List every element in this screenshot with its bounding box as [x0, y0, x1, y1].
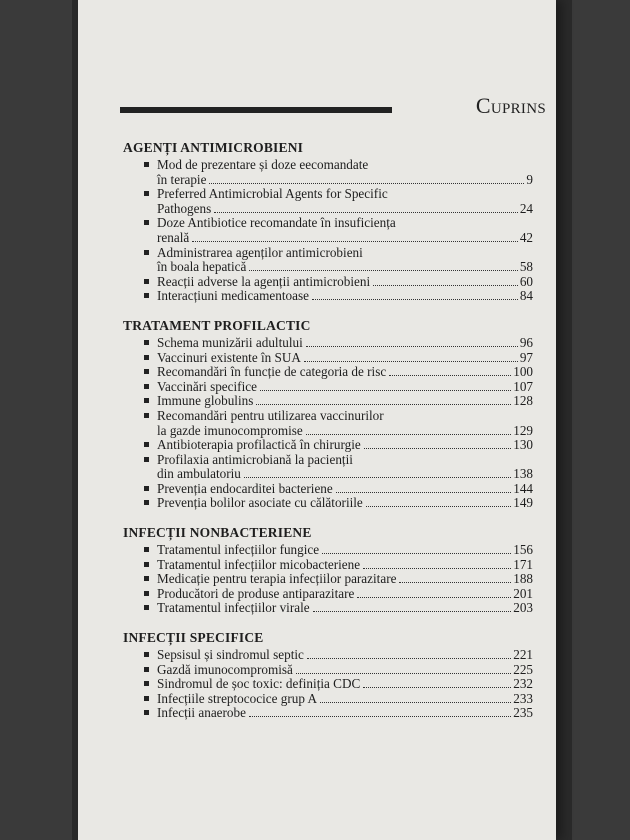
toc-entry[interactable] — [123, 572, 533, 587]
page-number: 235 — [513, 705, 533, 721]
section-title: AGENȚI ANTIMICROBIENI — [123, 140, 304, 155]
entry-title: Vaccinări specifice — [157, 378, 257, 394]
page-number: 156 — [513, 542, 533, 558]
square-bullet-icon — [144, 293, 149, 298]
toc-entry[interactable] — [123, 394, 533, 409]
dot-leader — [364, 448, 512, 449]
header-rule — [120, 107, 392, 113]
square-bullet-icon — [144, 369, 149, 374]
toc-entry[interactable] — [123, 496, 533, 511]
toc-entry[interactable] — [123, 216, 533, 245]
page-number: 171 — [513, 556, 533, 572]
entry-line — [157, 482, 533, 497]
toc-entry[interactable] — [123, 409, 533, 438]
dot-leader — [366, 506, 511, 507]
dot-leader — [363, 687, 511, 688]
entry-title: Tratamentul infecțiilor micobacteriene — [157, 556, 361, 572]
toc-entry[interactable] — [123, 438, 533, 453]
square-bullet-icon — [144, 220, 149, 225]
page-number: 84 — [519, 288, 533, 304]
entry-title: Medicație pentru terapia infecțiilor parazitare — [157, 571, 397, 587]
section-title: TRATAMENT PROFILACTIC — [123, 317, 311, 333]
toc-entry[interactable] — [123, 351, 533, 366]
square-bullet-icon — [144, 250, 149, 255]
square-bullet-icon — [144, 605, 149, 610]
entry-line — [157, 216, 533, 231]
toc-entry[interactable] — [123, 336, 533, 351]
entry-line — [157, 260, 533, 275]
entry-title: Pathogens — [157, 200, 212, 216]
square-bullet-icon — [144, 696, 149, 701]
entry-line — [157, 394, 533, 409]
dot-leader — [296, 673, 511, 674]
entry-line — [157, 601, 533, 616]
entry-title: Recomandări pentru utilizarea vaccinurilor — [157, 407, 384, 423]
section-title: INFECȚII NONBACTERIENE — [123, 525, 312, 541]
dot-leader — [304, 361, 518, 362]
entry-line — [157, 351, 533, 366]
entry-line — [157, 572, 533, 587]
entry-line — [157, 453, 533, 468]
page-number: 24 — [519, 200, 533, 216]
dot-leader — [357, 597, 511, 598]
dot-leader — [209, 183, 524, 184]
toc-entry[interactable] — [123, 543, 533, 558]
page-number: 232 — [513, 676, 533, 692]
dot-leader — [399, 582, 511, 583]
toc-entry[interactable] — [123, 648, 533, 663]
entry-title: Administrarea agenților antimicrobieni — [157, 244, 363, 260]
entry-title: Vaccinuri existente în SUA — [157, 349, 301, 365]
page-title: Cuprins — [475, 93, 546, 118]
entry-title: renală — [157, 229, 190, 245]
square-bullet-icon — [144, 442, 149, 447]
page-number: 130 — [513, 437, 533, 453]
square-bullet-icon — [144, 591, 149, 596]
entry-line — [157, 648, 533, 663]
toc-entry[interactable] — [123, 482, 533, 497]
dot-leader — [249, 716, 511, 717]
page-number: 58 — [519, 259, 533, 275]
entry-title: Tratamentul infecțiilor virale — [157, 600, 310, 616]
page-number: 144 — [513, 480, 533, 496]
page-number: 201 — [513, 585, 533, 601]
entry-title: din ambulatoriu — [157, 466, 241, 482]
square-bullet-icon — [144, 398, 149, 403]
toc-entry[interactable] — [123, 158, 533, 187]
square-bullet-icon — [144, 562, 149, 567]
square-bullet-icon — [144, 162, 149, 167]
entry-line — [157, 558, 533, 573]
entry-line — [157, 467, 533, 482]
square-bullet-icon — [144, 667, 149, 672]
entry-title: Preferred Antimicrobial Agents for Specific — [157, 186, 388, 202]
square-bullet-icon — [144, 486, 149, 491]
dot-leader — [307, 658, 511, 659]
entry-title: Immune globulins — [157, 393, 254, 409]
dot-leader — [306, 346, 518, 347]
page-number: 138 — [513, 466, 533, 482]
dot-leader — [214, 212, 518, 213]
dot-leader — [373, 285, 518, 286]
toc-entry[interactable] — [123, 275, 533, 290]
square-bullet-icon — [144, 340, 149, 345]
entry-title: Infecțiile streptococice grup A — [157, 690, 318, 706]
square-bullet-icon — [144, 457, 149, 462]
section-title: INFECȚII SPECIFICE — [123, 630, 264, 646]
page-number: 149 — [513, 495, 533, 511]
table-of-contents — [123, 140, 533, 735]
entry-line — [157, 231, 533, 246]
toc-entry[interactable] — [123, 187, 533, 216]
square-bullet-icon — [144, 413, 149, 418]
entry-line — [157, 706, 533, 721]
toc-section — [123, 525, 533, 616]
entry-title: Prevenția endocarditei bacteriene — [157, 480, 333, 496]
dot-leader — [244, 477, 511, 478]
toc-entry[interactable] — [123, 246, 533, 275]
page-number: 225 — [513, 661, 533, 677]
toc-section — [123, 630, 533, 721]
entry-title: în terapie — [157, 171, 207, 187]
entry-title: Profilaxia antimicrobiană la pacienții — [157, 451, 353, 467]
entry-title: Interacțiuni medicamentoase — [157, 288, 309, 304]
entry-line — [157, 187, 533, 202]
entry-line — [157, 158, 533, 173]
square-bullet-icon — [144, 652, 149, 657]
dot-leader — [320, 702, 511, 703]
entry-line — [157, 246, 533, 261]
entry-line — [157, 336, 533, 351]
dot-leader — [249, 270, 517, 271]
toc-entry[interactable] — [123, 663, 533, 678]
page-number: 221 — [513, 647, 533, 663]
entry-line — [157, 275, 533, 290]
page-number: 203 — [513, 600, 533, 616]
entry-line — [157, 173, 533, 188]
entry-line — [157, 496, 533, 511]
entry-line — [157, 409, 533, 424]
page-number: 60 — [519, 273, 533, 289]
toc-entry[interactable] — [123, 365, 533, 380]
entry-title: Recomandări în funcție de categoria de risc — [157, 364, 387, 380]
square-bullet-icon — [144, 279, 149, 284]
entry-title: Reacții adverse la agenții antimicrobieni — [157, 273, 371, 289]
page-header — [120, 90, 552, 120]
dot-leader — [389, 375, 511, 376]
entry-line — [157, 424, 533, 439]
dot-leader — [312, 299, 518, 300]
page-number: 42 — [519, 229, 533, 245]
entry-line — [157, 663, 533, 678]
dot-leader — [322, 553, 511, 554]
toc-entry[interactable] — [123, 692, 533, 707]
page-number: 9 — [526, 171, 533, 187]
page-number: 128 — [513, 393, 533, 409]
page-number: 188 — [513, 571, 533, 587]
square-bullet-icon — [144, 384, 149, 389]
toc-entry[interactable] — [123, 289, 533, 304]
square-bullet-icon — [144, 191, 149, 196]
toc-entry[interactable] — [123, 601, 533, 616]
toc-section — [123, 140, 533, 304]
entry-title: Mod de prezentare și doze eecomandate — [157, 157, 369, 172]
toc-entry[interactable] — [123, 706, 533, 721]
square-bullet-icon — [144, 500, 149, 505]
page-number: 107 — [513, 378, 533, 394]
toc-entry[interactable] — [123, 587, 533, 602]
entry-title: Sindromul de șoc toxic: definiția CDC — [157, 676, 361, 692]
entry-line — [157, 543, 533, 558]
entry-line — [157, 677, 533, 692]
dot-leader — [363, 568, 511, 569]
entry-line — [157, 380, 533, 395]
entry-title: Infecții anaerobe — [157, 705, 246, 721]
entry-line — [157, 587, 533, 602]
page-number: 129 — [513, 422, 533, 438]
toc-entry[interactable] — [123, 453, 533, 482]
entry-line — [157, 438, 533, 453]
dot-leader — [260, 390, 511, 391]
toc-entry[interactable] — [123, 380, 533, 395]
book-page — [78, 0, 556, 840]
dot-leader — [192, 241, 518, 242]
entry-title: la gazde imunocompromise — [157, 422, 303, 438]
entry-line — [157, 365, 533, 380]
entry-title: Prevenția bolilor asociate cu călătoriile — [157, 495, 363, 511]
entry-title: Antibioterapia profilactică în chirurgie — [157, 437, 361, 453]
entry-title: Sepsisul și sindromul septic — [157, 647, 304, 663]
dot-leader — [256, 404, 511, 405]
entry-title: Gazdă imunocompromisă — [157, 661, 293, 677]
entry-title: în boala hepatică — [157, 259, 247, 275]
entry-line — [157, 202, 533, 217]
entry-line — [157, 692, 533, 707]
square-bullet-icon — [144, 576, 149, 581]
entry-line — [157, 289, 533, 304]
entry-title: Schema munizării adultului — [157, 334, 303, 350]
toc-entry[interactable] — [123, 558, 533, 573]
square-bullet-icon — [144, 681, 149, 686]
page-number: 100 — [513, 364, 533, 380]
page-number: 96 — [519, 334, 533, 350]
entry-title: Tratamentul infecțiilor fungice — [157, 542, 320, 558]
dot-leader — [306, 434, 511, 435]
dot-leader — [313, 611, 512, 612]
square-bullet-icon — [144, 710, 149, 715]
entry-title: Producători de produse antiparazitare — [157, 585, 355, 601]
entry-title: Doze Antibiotice recomandate în insuficiența — [157, 215, 396, 231]
square-bullet-icon — [144, 547, 149, 552]
dot-leader — [336, 492, 511, 493]
toc-entry[interactable] — [123, 677, 533, 692]
page-number: 97 — [519, 349, 533, 365]
square-bullet-icon — [144, 355, 149, 360]
page-number: 233 — [513, 690, 533, 706]
toc-section — [123, 318, 533, 511]
